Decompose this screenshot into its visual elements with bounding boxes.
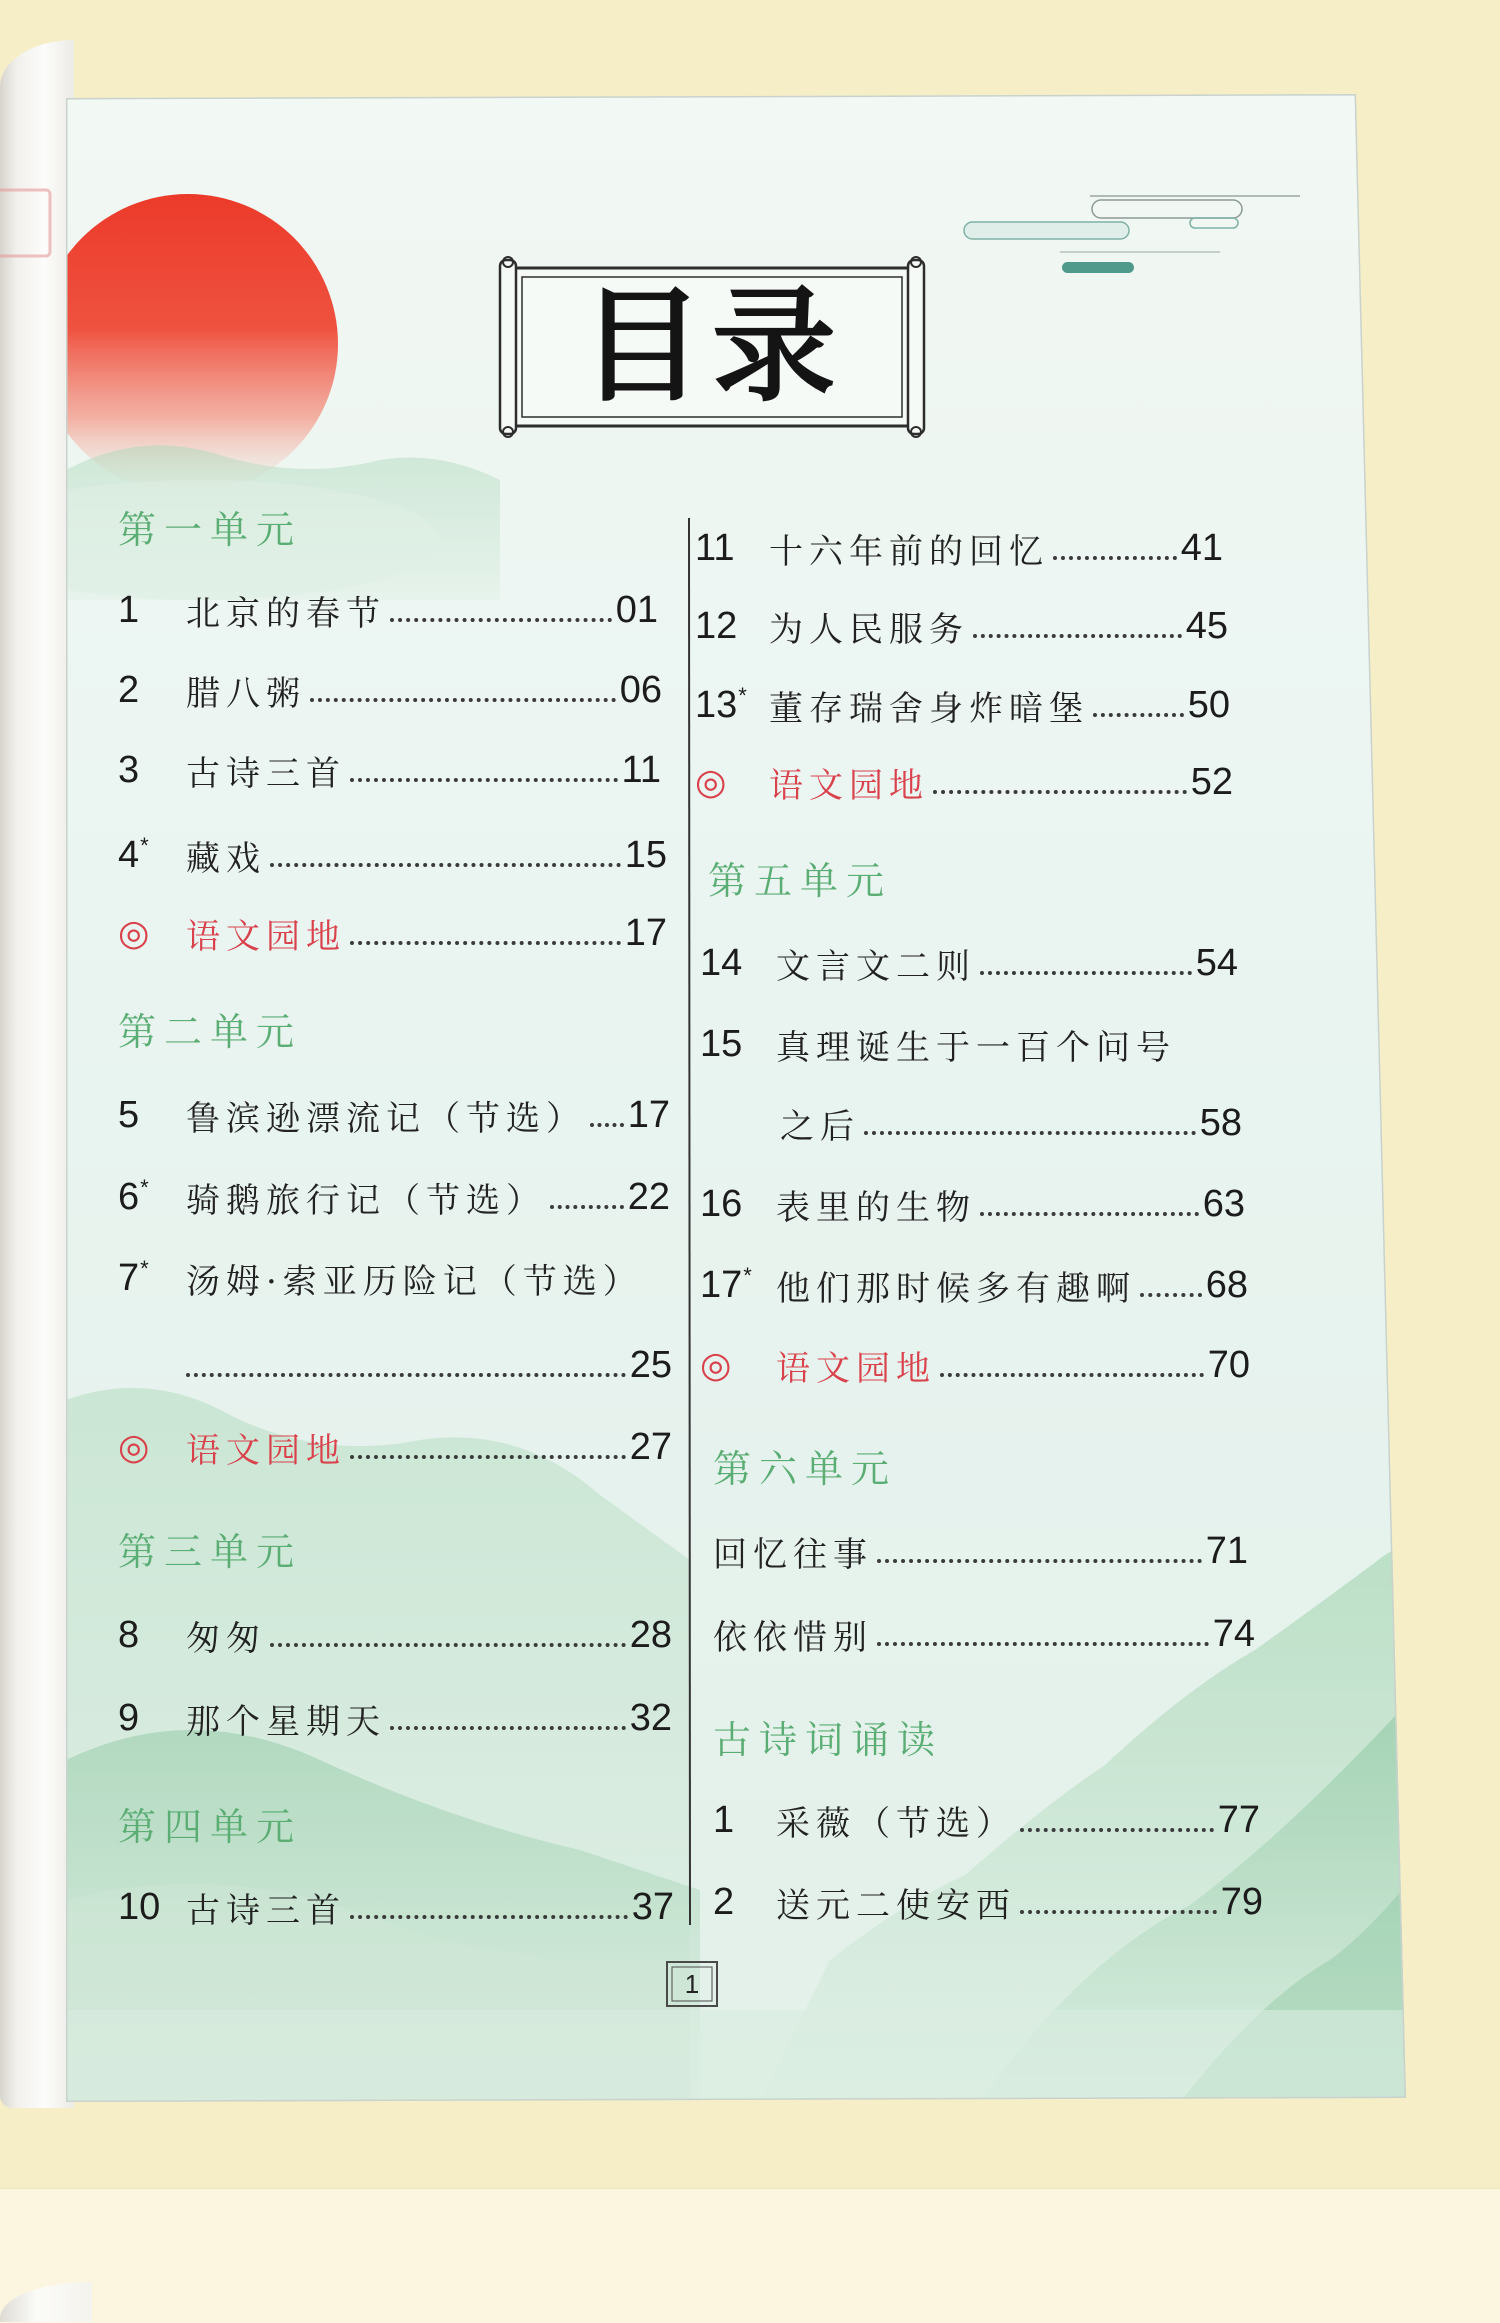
unit-heading: 第三单元 bbox=[118, 1530, 303, 1574]
page-number: 79 bbox=[1220, 1880, 1263, 1923]
leader-dots bbox=[877, 1642, 1209, 1646]
lesson-number bbox=[118, 1176, 186, 1219]
toc-entry bbox=[713, 1526, 1248, 1576]
lesson-number: 14 bbox=[700, 941, 743, 984]
toc-entry-language-garden bbox=[700, 1340, 1250, 1390]
lesson-number: 9 bbox=[118, 1696, 140, 1739]
page-number: 70 bbox=[1207, 1343, 1250, 1386]
lesson-title: 回忆往事 bbox=[713, 1534, 873, 1575]
toc-entry bbox=[118, 830, 667, 880]
lesson-title: 表里的生物 bbox=[776, 1187, 976, 1228]
toc-entry bbox=[700, 938, 1238, 988]
bullseye-icon: ◎ bbox=[118, 912, 150, 954]
lesson-number bbox=[118, 1257, 186, 1300]
lesson-title: 匆匆 bbox=[186, 1618, 266, 1659]
lesson-title: 为人民服务 bbox=[769, 609, 969, 650]
lesson-number: 2 bbox=[118, 668, 140, 711]
page-number: 32 bbox=[629, 1696, 672, 1739]
lesson-title: 鲁滨逊漂流记（节选） bbox=[186, 1098, 586, 1139]
page-number: 54 bbox=[1195, 941, 1238, 984]
page-number: 45 bbox=[1185, 604, 1228, 647]
lesson-number-text: 6 bbox=[118, 1175, 140, 1218]
page-number: 27 bbox=[629, 1425, 672, 1468]
unit-heading: 第一单元 bbox=[118, 508, 303, 552]
lesson-title: 语文园地 bbox=[186, 1430, 346, 1471]
page-number: 63 bbox=[1202, 1182, 1245, 1225]
leader-dots bbox=[270, 863, 621, 867]
leader-dots bbox=[350, 1455, 626, 1459]
leader-dots bbox=[1093, 713, 1184, 717]
lesson-number: 8 bbox=[118, 1613, 140, 1656]
leader-dots bbox=[350, 941, 621, 945]
toc-entry-continuation bbox=[186, 1340, 672, 1390]
lesson-title: 十六年前的回忆 bbox=[769, 531, 1049, 572]
lesson-number: 3 bbox=[118, 748, 140, 791]
lesson-title: 汤姆·索亚历险记（节选） bbox=[186, 1261, 643, 1302]
lesson-title: 依依惜别 bbox=[713, 1617, 873, 1658]
bullseye-icon: ◎ bbox=[700, 1344, 732, 1386]
lesson-title: 之后 bbox=[780, 1106, 860, 1147]
leader-dots bbox=[877, 1559, 1202, 1563]
optional-lesson-star: * bbox=[743, 1262, 752, 1288]
lesson-number-text: 7 bbox=[118, 1256, 140, 1299]
page-number: 41 bbox=[1180, 526, 1223, 569]
optional-lesson-star: * bbox=[140, 832, 149, 858]
lesson-title: 古诗三首 bbox=[186, 1890, 346, 1931]
leader-dots bbox=[1140, 1293, 1202, 1297]
lesson-number: 10 bbox=[118, 1885, 161, 1928]
page-number: 28 bbox=[629, 1613, 672, 1656]
bullseye-icon: ◎ bbox=[695, 761, 727, 803]
toc-entry-language-garden bbox=[118, 1422, 672, 1472]
page-title: 目录 bbox=[579, 274, 844, 419]
lesson-title: 骑鹅旅行记（节选） bbox=[186, 1180, 546, 1221]
leader-dots bbox=[1020, 1828, 1214, 1832]
leader-dots bbox=[933, 790, 1187, 794]
page-number: 58 bbox=[1199, 1101, 1242, 1144]
lesson-title: 藏戏 bbox=[186, 838, 266, 879]
poem-number: 1 bbox=[713, 1798, 735, 1841]
stamp-decoration bbox=[0, 190, 50, 256]
toc-entry bbox=[118, 1882, 674, 1932]
optional-lesson-star: * bbox=[140, 1255, 149, 1281]
leader-dots bbox=[350, 778, 618, 782]
lesson-title: 文言文二则 bbox=[776, 946, 976, 987]
toc-entry bbox=[695, 680, 1230, 730]
page-number: 68 bbox=[1205, 1263, 1248, 1306]
poem-number: 2 bbox=[713, 1880, 735, 1923]
page-number: 52 bbox=[1190, 760, 1233, 803]
leader-dots bbox=[1053, 556, 1177, 560]
lesson-title: 语文园地 bbox=[186, 916, 346, 957]
lesson-title: 那个星期天 bbox=[186, 1701, 386, 1742]
leader-dots bbox=[980, 1212, 1199, 1216]
toc-entry bbox=[700, 1019, 1240, 1069]
lesson-title: 古诗三首 bbox=[186, 753, 346, 794]
lesson-number: 11 bbox=[695, 526, 735, 569]
lesson-number: 16 bbox=[700, 1182, 743, 1225]
leader-dots bbox=[390, 1726, 626, 1730]
toc-entry bbox=[713, 1877, 1263, 1927]
unit-heading: 第二单元 bbox=[118, 1010, 303, 1054]
page-number: 01 bbox=[615, 588, 658, 631]
toc-entry bbox=[118, 745, 661, 795]
toc-entry bbox=[713, 1795, 1260, 1845]
leader-dots bbox=[550, 1205, 624, 1209]
column-divider bbox=[689, 518, 690, 1925]
unit-heading: 第六单元 bbox=[713, 1447, 898, 1491]
unit-heading: 第五单元 bbox=[708, 859, 893, 903]
toc-entry bbox=[713, 1609, 1255, 1659]
toc-entry-language-garden bbox=[695, 757, 1233, 807]
lesson-title: 北京的春节 bbox=[186, 593, 386, 634]
lesson-title: 他们那时候多有趣啊 bbox=[776, 1268, 1136, 1309]
lesson-number: 5 bbox=[118, 1093, 140, 1136]
leader-dots bbox=[590, 1123, 624, 1127]
leader-dots bbox=[390, 618, 612, 622]
lesson-title: 语文园地 bbox=[769, 765, 929, 806]
page-number: 17 bbox=[627, 1093, 670, 1136]
page-number: 37 bbox=[631, 1885, 674, 1928]
lesson-number: 1 bbox=[118, 588, 140, 631]
leader-dots bbox=[973, 634, 1182, 638]
lesson-title: 真理诞生于一百个问号 bbox=[776, 1027, 1176, 1068]
page-number: 15 bbox=[624, 833, 667, 876]
lesson-number: 15 bbox=[700, 1022, 743, 1065]
toc-entry bbox=[118, 1693, 672, 1743]
optional-lesson-star: * bbox=[738, 682, 747, 708]
leader-dots bbox=[940, 1373, 1204, 1377]
leader-dots bbox=[1020, 1910, 1217, 1914]
lesson-title: 腊八粥 bbox=[186, 673, 306, 714]
lesson-number bbox=[695, 684, 769, 727]
unit-heading: 古诗词诵读 bbox=[713, 1718, 944, 1762]
toc-entry-language-garden bbox=[118, 908, 667, 958]
toc-entry bbox=[118, 1172, 670, 1222]
unit-heading: 第四单元 bbox=[118, 1805, 303, 1849]
leader-dots bbox=[310, 698, 616, 702]
folio-page-number: 1 bbox=[684, 1969, 700, 1999]
toc-entry bbox=[118, 665, 662, 715]
toc-entry-continuation bbox=[780, 1098, 1242, 1148]
page-number: 71 bbox=[1205, 1529, 1248, 1572]
leader-dots bbox=[270, 1643, 626, 1647]
bullseye-icon: ◎ bbox=[118, 1426, 150, 1468]
lesson-number bbox=[700, 1264, 776, 1307]
lesson-number bbox=[118, 834, 186, 877]
lesson-title: 董存瑞舍身炸暗堡 bbox=[769, 688, 1089, 729]
lesson-number: 12 bbox=[695, 604, 738, 647]
toc-entry bbox=[700, 1260, 1248, 1310]
toc-entry bbox=[695, 523, 1223, 573]
toc-entry bbox=[118, 585, 658, 635]
toc-entry bbox=[118, 1253, 672, 1303]
toc-entry bbox=[695, 601, 1228, 651]
page-number: 11 bbox=[621, 748, 661, 791]
toc-entry bbox=[118, 1090, 670, 1140]
page-number: 77 bbox=[1217, 1798, 1260, 1841]
page-number: 25 bbox=[629, 1343, 672, 1386]
leader-dots bbox=[864, 1131, 1196, 1135]
toc-entry bbox=[700, 1179, 1245, 1229]
page-number: 74 bbox=[1212, 1612, 1255, 1655]
leader-dots bbox=[980, 971, 1192, 975]
page-number: 06 bbox=[619, 668, 662, 711]
leader-dots bbox=[350, 1915, 628, 1919]
leader-dots bbox=[186, 1373, 626, 1377]
lesson-number-text: 4 bbox=[118, 833, 140, 876]
optional-lesson-star: * bbox=[140, 1174, 149, 1200]
poem-title: 采薇（节选） bbox=[776, 1803, 1016, 1844]
page-number: 50 bbox=[1187, 683, 1230, 726]
lesson-number-text: 17 bbox=[700, 1263, 743, 1306]
page-number: 17 bbox=[624, 911, 667, 954]
page-number: 22 bbox=[627, 1175, 670, 1218]
lesson-title: 语文园地 bbox=[776, 1348, 936, 1389]
lesson-number-text: 13 bbox=[695, 683, 738, 726]
poem-title: 送元二使安西 bbox=[776, 1885, 1016, 1926]
toc-entry bbox=[118, 1610, 672, 1660]
